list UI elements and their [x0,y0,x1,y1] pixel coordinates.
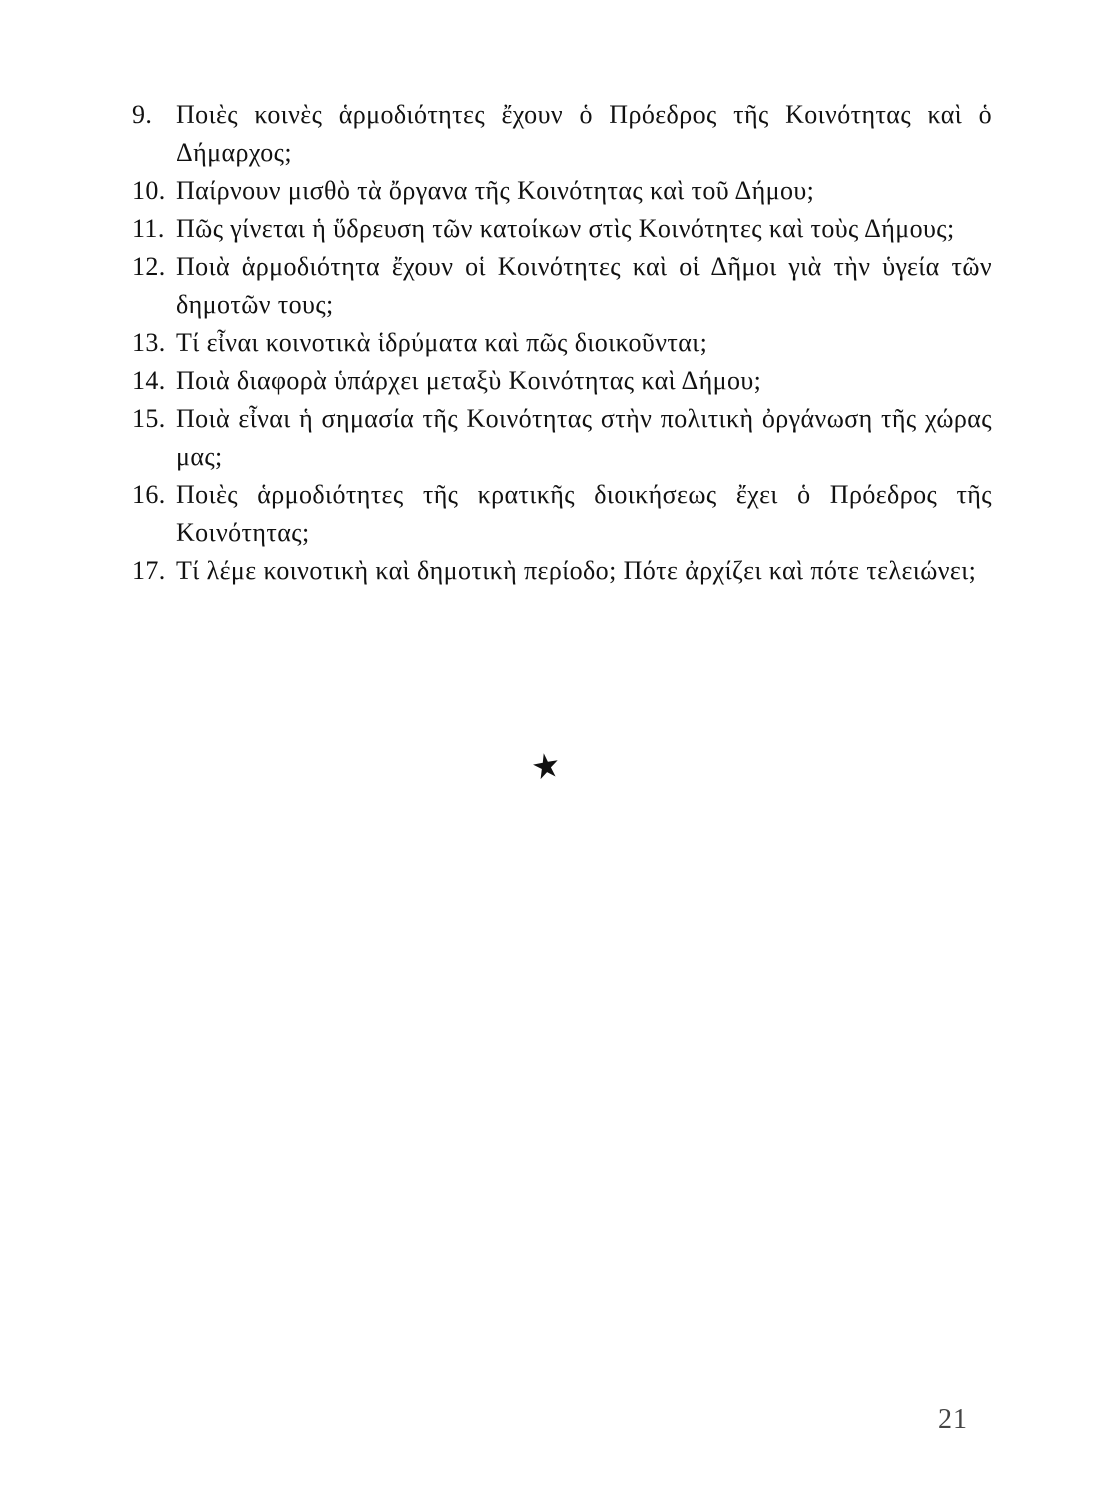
list-item [132,210,992,248]
list-item [132,172,992,210]
list-item [132,476,992,552]
list-item [132,400,992,476]
list-item [132,552,992,590]
question-number: 9. [132,100,153,129]
list-item [132,362,992,400]
question-number: 17. [132,556,166,585]
question-number: 13. [132,328,166,357]
list-item [132,96,992,172]
question-number: 11. [132,214,165,243]
question-text: Ποιὰ διαφορὰ ὑπάρχει μεταξὺ Κοινότητας καὶ Δήμου; [176,366,762,395]
question-text: Ποιὰ ἁρμοδιότητα ἔχουν οἱ Κοινότητες καὶ οἱ Δῆμοι γιὰ τὴν ὑγεία τῶν δημοτῶν τους; [176,252,992,319]
question-text: Πῶς γίνεται ἡ ὕδρευση τῶν κατοίκων στὶς Κοινότητες καὶ τοὺς Δήμους; [176,214,955,243]
star-icon [532,752,560,780]
question-text: Ποιὲς ἁρμοδιότητες τῆς κρατικῆς διοικήσεως ἔχει ὁ Πρόεδρος τῆς Κοινότητας; [176,480,992,547]
page-number: 21 [938,1404,968,1435]
list-item [132,324,992,362]
question-text: Τί λέμε κοινοτικὴ καὶ δημοτικὴ περίοδο; Πότε ἀρχίζει καὶ πότε τελειώνει; [176,556,977,585]
question-text: Ποιὲς κοινὲς ἁρμοδιότητες ἔχουν ὁ Πρόεδρος τῆς Κοινότητας καὶ ὁ Δήμαρχος; [176,100,992,167]
question-number: 16. [132,480,166,509]
question-text: Ποιὰ εἶναι ἡ σημασία τῆς Κοινότητας στὴν πολιτικὴ ὀργάνωση τῆς χώρας μας; [176,404,992,471]
question-text: Παίρνουν μισθὸ τὰ ὄργανα τῆς Κοινότητας καὶ τοῦ Δήμου; [176,176,815,205]
question-number: 10. [132,176,166,205]
list-item [132,248,992,324]
question-number: 15. [132,404,166,433]
question-number: 12. [132,252,166,281]
question-number: 14. [132,366,166,395]
question-text: Τί εἶναι κοινοτικὰ ἱδρύματα καὶ πῶς διοικοῦνται; [176,328,708,357]
question-list [132,96,992,590]
